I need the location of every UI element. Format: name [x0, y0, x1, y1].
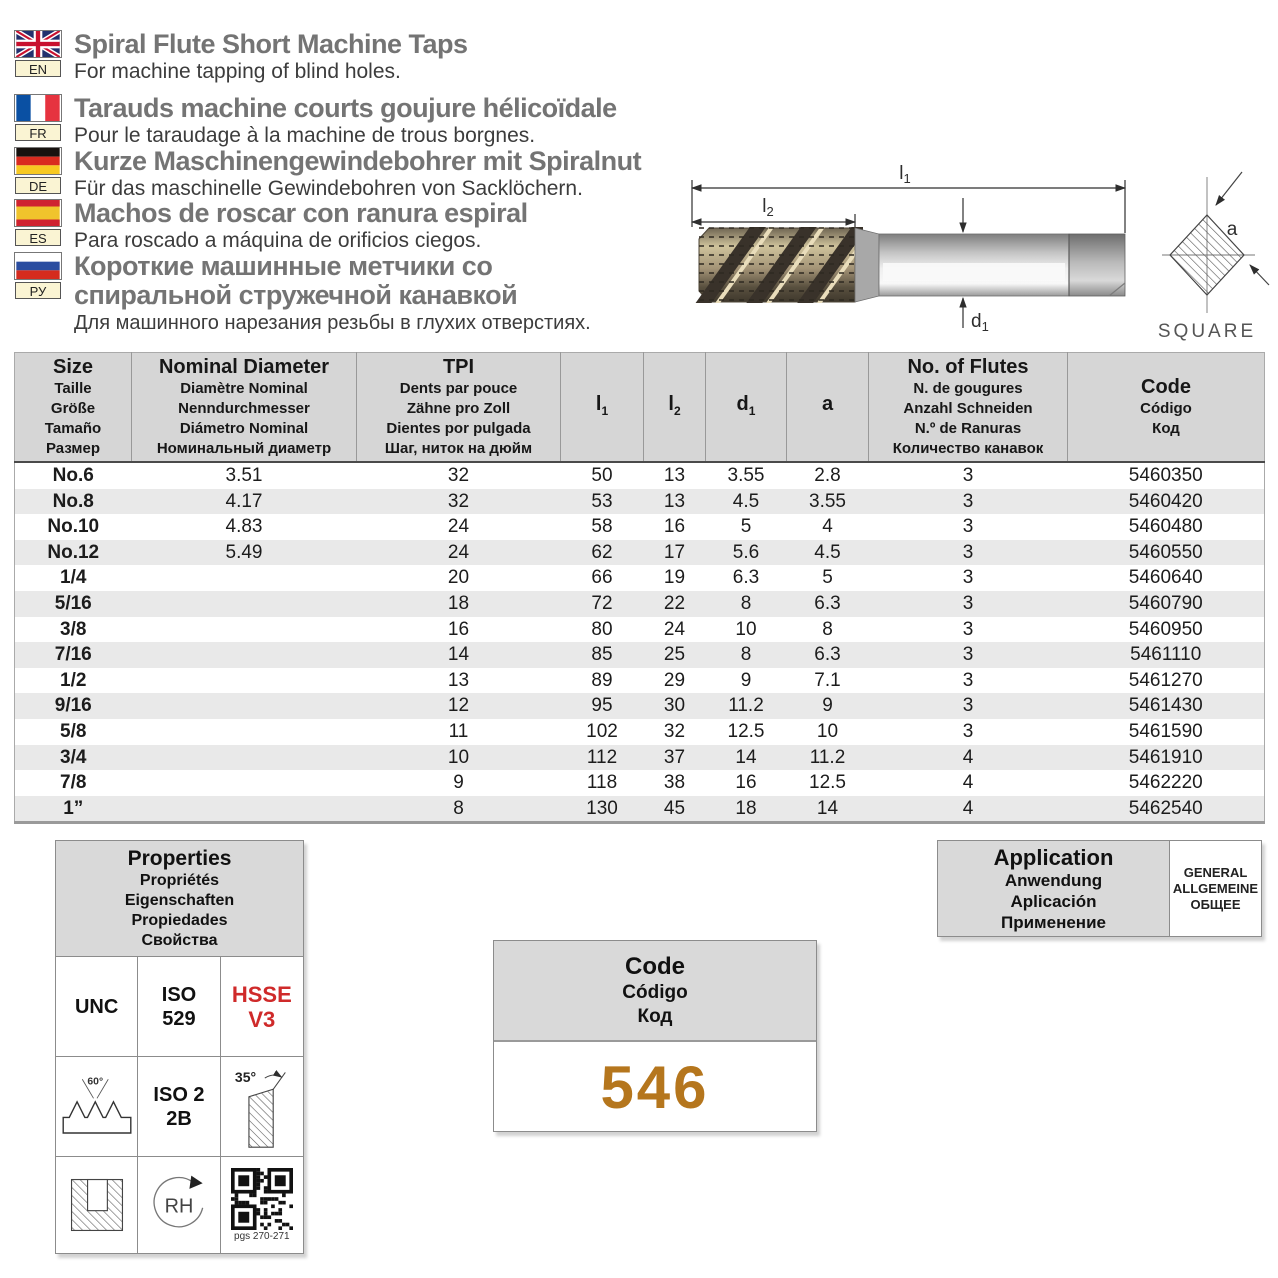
table-cell: 10 [447, 746, 470, 768]
table-cell: 5460790 [1128, 592, 1203, 614]
table-cell: 4.17 [225, 490, 263, 512]
table-cell: 3 [962, 618, 974, 640]
tap-dimension-diagram [665, 115, 1270, 353]
page-subtitle: For machine tapping of blind holes. [74, 60, 401, 83]
language-code: DE [15, 177, 61, 194]
table-cell: 9 [740, 669, 752, 691]
table-cell: 11.2 [728, 695, 764, 717]
table-cell: 30 [663, 695, 686, 717]
table-cell: 13 [447, 669, 470, 691]
table-cell [132, 719, 357, 745]
blind-hole-icon [64, 1172, 130, 1238]
table-cell: 13 [663, 490, 686, 512]
table-cell: 5.49 [225, 541, 263, 563]
table-cell: 5461270 [1128, 669, 1203, 691]
table-cell: 5461110 [1130, 644, 1202, 666]
table-row [15, 565, 1265, 591]
col-header-nominal-diameter: Nominal Diameter Diamètre Nominal Nenndurchmesser Diámetro Nominal Номинальный диаметр [132, 353, 357, 463]
table-cell: 8 [740, 592, 752, 614]
table-cell: 5462220 [1128, 772, 1203, 794]
table-cell: 18 [735, 797, 757, 819]
table-cell: 45 [663, 797, 686, 819]
table-cell: 8 [453, 797, 464, 819]
table-cell: 17 [663, 541, 686, 563]
france-flag-icon [14, 94, 62, 122]
table-row [15, 642, 1265, 668]
table-cell: 58 [591, 516, 613, 538]
col-header-code: Code Código Код [1068, 353, 1265, 463]
tap-photo [695, 210, 1125, 323]
table-cell [132, 668, 357, 694]
table-cell: 130 [586, 797, 618, 819]
table-row [15, 514, 1265, 540]
language-code: ES [15, 229, 61, 246]
dim-label-l1: $l_1$ [899, 163, 911, 186]
material-cell: HSSE V3 [221, 957, 303, 1057]
table-cell: 4 [962, 746, 974, 768]
qr-code [231, 1168, 293, 1230]
table-cell: 5461590 [1128, 720, 1203, 742]
table-cell: 1/4 [60, 567, 87, 589]
table-cell: 5462540 [1128, 797, 1203, 819]
tolerance-cell: ISO 2 2B [138, 1057, 220, 1157]
table-row [15, 770, 1265, 796]
table-cell: 66 [591, 567, 613, 589]
table-cell: 32 [663, 720, 686, 742]
table-cell: 80 [591, 618, 613, 640]
application-value: GENERAL ALLGEMEINE ОБЩЕЕ [1170, 841, 1261, 936]
blind-hole-cell [56, 1157, 138, 1253]
spain-flag-icon [14, 199, 62, 227]
table-cell: 3 [962, 490, 974, 512]
table-cell: 14 [816, 797, 839, 819]
table-cell: 3/8 [60, 618, 87, 640]
table-row [15, 668, 1265, 694]
table-cell [132, 745, 357, 771]
language-code: РУ [15, 282, 61, 299]
table-cell: 7.1 [814, 669, 841, 691]
subtitle-fr: Pour le taraudage à la machine de trous borgnes. [74, 124, 536, 147]
table-cell: 12 [447, 695, 470, 717]
table-cell: 6.3 [814, 592, 841, 614]
table-cell: 7/8 [60, 772, 87, 794]
table-cell: 2.8 [814, 465, 841, 486]
table-cell: 10 [735, 618, 757, 640]
table-cell: 11 [448, 720, 469, 742]
code-panel [493, 940, 817, 1132]
table-cell: 5 [822, 567, 833, 589]
svg-text:35°: 35° [234, 1068, 256, 1085]
table-cell [132, 565, 357, 591]
col-header-l2: $l_2$ [644, 353, 706, 463]
table-cell: 4 [962, 797, 974, 819]
table-cell: 95 [591, 695, 613, 717]
table-cell: 1” [63, 797, 84, 819]
rotation-cell [138, 1157, 220, 1253]
table-cell: 3 [962, 567, 974, 589]
table-cell [132, 617, 357, 643]
table-row [15, 617, 1265, 643]
table-cell: 7/16 [54, 644, 92, 666]
table-cell [132, 591, 357, 617]
table-cell: 72 [591, 592, 613, 614]
table-cell: 4 [822, 516, 833, 538]
table-cell: No.10 [47, 516, 100, 538]
table-cell: 11.2 [809, 746, 846, 768]
helix-angle-cell [221, 1057, 303, 1157]
table-cell: 3 [962, 592, 974, 614]
language-block-de [14, 147, 641, 202]
table-cell: 32 [447, 465, 470, 486]
table-cell: 6.3 [732, 567, 760, 589]
table-cell: 20 [447, 567, 470, 589]
table-row [15, 796, 1265, 823]
table-cell: 38 [663, 772, 686, 794]
table-cell: 9 [822, 695, 833, 717]
series-code-value: 546 [600, 1054, 710, 1121]
title-ru-line2: спиральной стружечной канавкой [74, 280, 518, 310]
thread-profile-cell [56, 1057, 138, 1157]
table-cell: 6.3 [814, 644, 841, 666]
table-cell: 14 [447, 644, 470, 666]
table-cell: 3 [962, 541, 974, 563]
table-cell: 50 [591, 465, 613, 486]
helix-angle-icon [231, 1065, 293, 1149]
subtitle-ru: Для машинного нарезания резьбы в глухих отверстиях. [74, 312, 591, 334]
table-cell: 85 [591, 644, 613, 666]
table-cell: 89 [591, 669, 613, 691]
table-cell: 12.5 [727, 720, 765, 742]
table-cell: 16 [735, 772, 757, 794]
table-cell: 13 [663, 465, 686, 486]
table-cell [132, 642, 357, 668]
table-cell: 3 [962, 720, 974, 742]
properties-header: Properties Propriétés Eigenschaften Propiedades Свойства [56, 841, 303, 957]
square-section-diagram [1158, 172, 1269, 342]
title-es: Machos de roscar con ranura espiral [74, 198, 528, 228]
table-cell: 32 [447, 490, 470, 512]
subtitle-es: Para roscado a máquina de orificios ciegos. [74, 229, 482, 252]
table-cell: 3 [962, 695, 974, 717]
application-header: Application Anwendung Aplicación Применение [938, 841, 1170, 936]
col-header-tpi: TPI Dents par pouce Zähne pro Zoll Dientes por pulgada Шаг, ниток на дюйм [357, 353, 561, 463]
subtitle-de: Für das maschinelle Gewindebohren von Sacklöchern. [74, 177, 583, 200]
table-cell: 5460420 [1128, 490, 1203, 512]
table-cell: 22 [663, 592, 686, 614]
svg-text:RH: RH [164, 1195, 194, 1218]
table-cell: 118 [586, 772, 618, 794]
table-row [15, 693, 1265, 719]
table-cell: 24 [447, 516, 470, 538]
spec-table [14, 352, 1265, 824]
table-cell: 24 [663, 618, 686, 640]
page-title: Spiral Flute Short Machine Taps [74, 29, 468, 59]
col-header-l1: $l_1$ [561, 353, 644, 463]
table-cell: 3/4 [60, 746, 87, 768]
table-row [15, 462, 1265, 489]
col-header-d1: $d_1$ [706, 353, 787, 463]
table-cell: 24 [447, 541, 470, 563]
application-panel [937, 840, 1262, 937]
table-cell: 4.5 [814, 541, 841, 563]
table-cell: 5460350 [1128, 465, 1203, 486]
title-fr: Tarauds machine courts goujure hélicoïdale [74, 93, 617, 123]
thread-standard-cell: UNC [56, 957, 138, 1057]
language-block-ru [14, 252, 591, 336]
table-cell: 14 [735, 746, 757, 768]
title-de: Kurze Maschinengewindebohrer mit Spiralnut [74, 146, 642, 176]
table-cell: 3 [962, 465, 974, 486]
table-cell: No.12 [47, 541, 100, 563]
table-cell: 16 [447, 618, 470, 640]
table-cell: 5461430 [1128, 695, 1203, 717]
dim-label-a: a [1226, 219, 1238, 240]
table-cell: 4.83 [225, 516, 263, 538]
table-cell: No.8 [52, 490, 94, 512]
table-cell: 3.51 [225, 465, 263, 486]
table-cell [132, 770, 357, 796]
table-cell: 9 [453, 772, 464, 794]
properties-panel [55, 840, 304, 1254]
qr-cell [221, 1157, 303, 1253]
col-header-size: Size Taille Größe Tamaño Размер [15, 353, 132, 463]
square-label: SQUARE [1157, 321, 1257, 342]
table-cell: 10 [816, 720, 839, 742]
germany-flag-icon [14, 147, 62, 175]
language-block-en [14, 30, 468, 85]
table-cell: 5 [740, 516, 752, 538]
table-cell [132, 693, 357, 719]
right-hand-rotation-icon [144, 1170, 214, 1240]
uk-flag-icon [14, 30, 62, 58]
table-cell: 25 [663, 644, 686, 666]
dim-label-d1: $d_1$ [971, 311, 989, 334]
table-body [15, 462, 1265, 823]
col-header-a: a [787, 353, 869, 463]
table-cell: 102 [586, 720, 618, 742]
table-cell: 29 [663, 669, 686, 691]
table-cell: 5460950 [1128, 618, 1203, 640]
table-cell: 5/8 [60, 720, 87, 742]
table-cell: 5460550 [1128, 541, 1203, 563]
table-cell: 18 [447, 592, 470, 614]
language-block-fr [14, 94, 617, 149]
table-cell: 5/16 [54, 592, 92, 614]
table-cell: 53 [591, 490, 613, 512]
qr-caption: pgs 270-271 [234, 1231, 290, 1242]
table-cell [132, 796, 357, 823]
table-cell: 5460640 [1128, 567, 1203, 589]
table-row [15, 489, 1265, 515]
table-cell: 8 [822, 618, 833, 640]
language-block-es [14, 199, 528, 254]
table-cell: 4 [962, 772, 974, 794]
table-cell: 5461910 [1128, 746, 1203, 768]
language-code: EN [15, 60, 61, 77]
table-header-row [15, 353, 1265, 463]
svg-text:60°: 60° [87, 1075, 103, 1087]
table-row [15, 591, 1265, 617]
table-cell: 8 [740, 644, 752, 666]
table-cell: 62 [591, 541, 613, 563]
table-cell: 3 [962, 644, 974, 666]
table-cell: 3.55 [727, 465, 765, 486]
table-cell: 9/16 [54, 695, 92, 717]
table-cell: 4.5 [732, 490, 760, 512]
table-cell: 19 [663, 567, 686, 589]
table-cell: 5460480 [1128, 516, 1203, 538]
table-row [15, 540, 1265, 566]
table-cell: 3.55 [809, 490, 846, 512]
dim-label-l2: $l_2$ [762, 196, 774, 219]
code-panel-header: Code Código Код [494, 941, 816, 1042]
title-ru-line1: Короткие машинные метчики со [74, 251, 493, 281]
table-cell: 112 [586, 746, 618, 768]
thread-profile-icon [58, 1071, 136, 1143]
language-code: FR [15, 124, 61, 141]
shank-standard-cell: ISO 529 [138, 957, 220, 1057]
table-cell: 3 [962, 516, 974, 538]
table-cell: No.6 [52, 465, 94, 486]
table-cell: 12.5 [809, 772, 846, 794]
table-row [15, 719, 1265, 745]
table-cell: 5.6 [732, 541, 760, 563]
russia-flag-icon [14, 252, 62, 280]
table-cell: 3 [962, 669, 974, 691]
col-header-flutes: No. of Flutes N. de gougures Anzahl Schneiden N.º de Ranuras Количество канавок [869, 353, 1068, 463]
table-row [15, 745, 1265, 771]
table-cell: 16 [663, 516, 686, 538]
table-cell: 1/2 [60, 669, 87, 691]
table-cell: 37 [663, 746, 686, 768]
